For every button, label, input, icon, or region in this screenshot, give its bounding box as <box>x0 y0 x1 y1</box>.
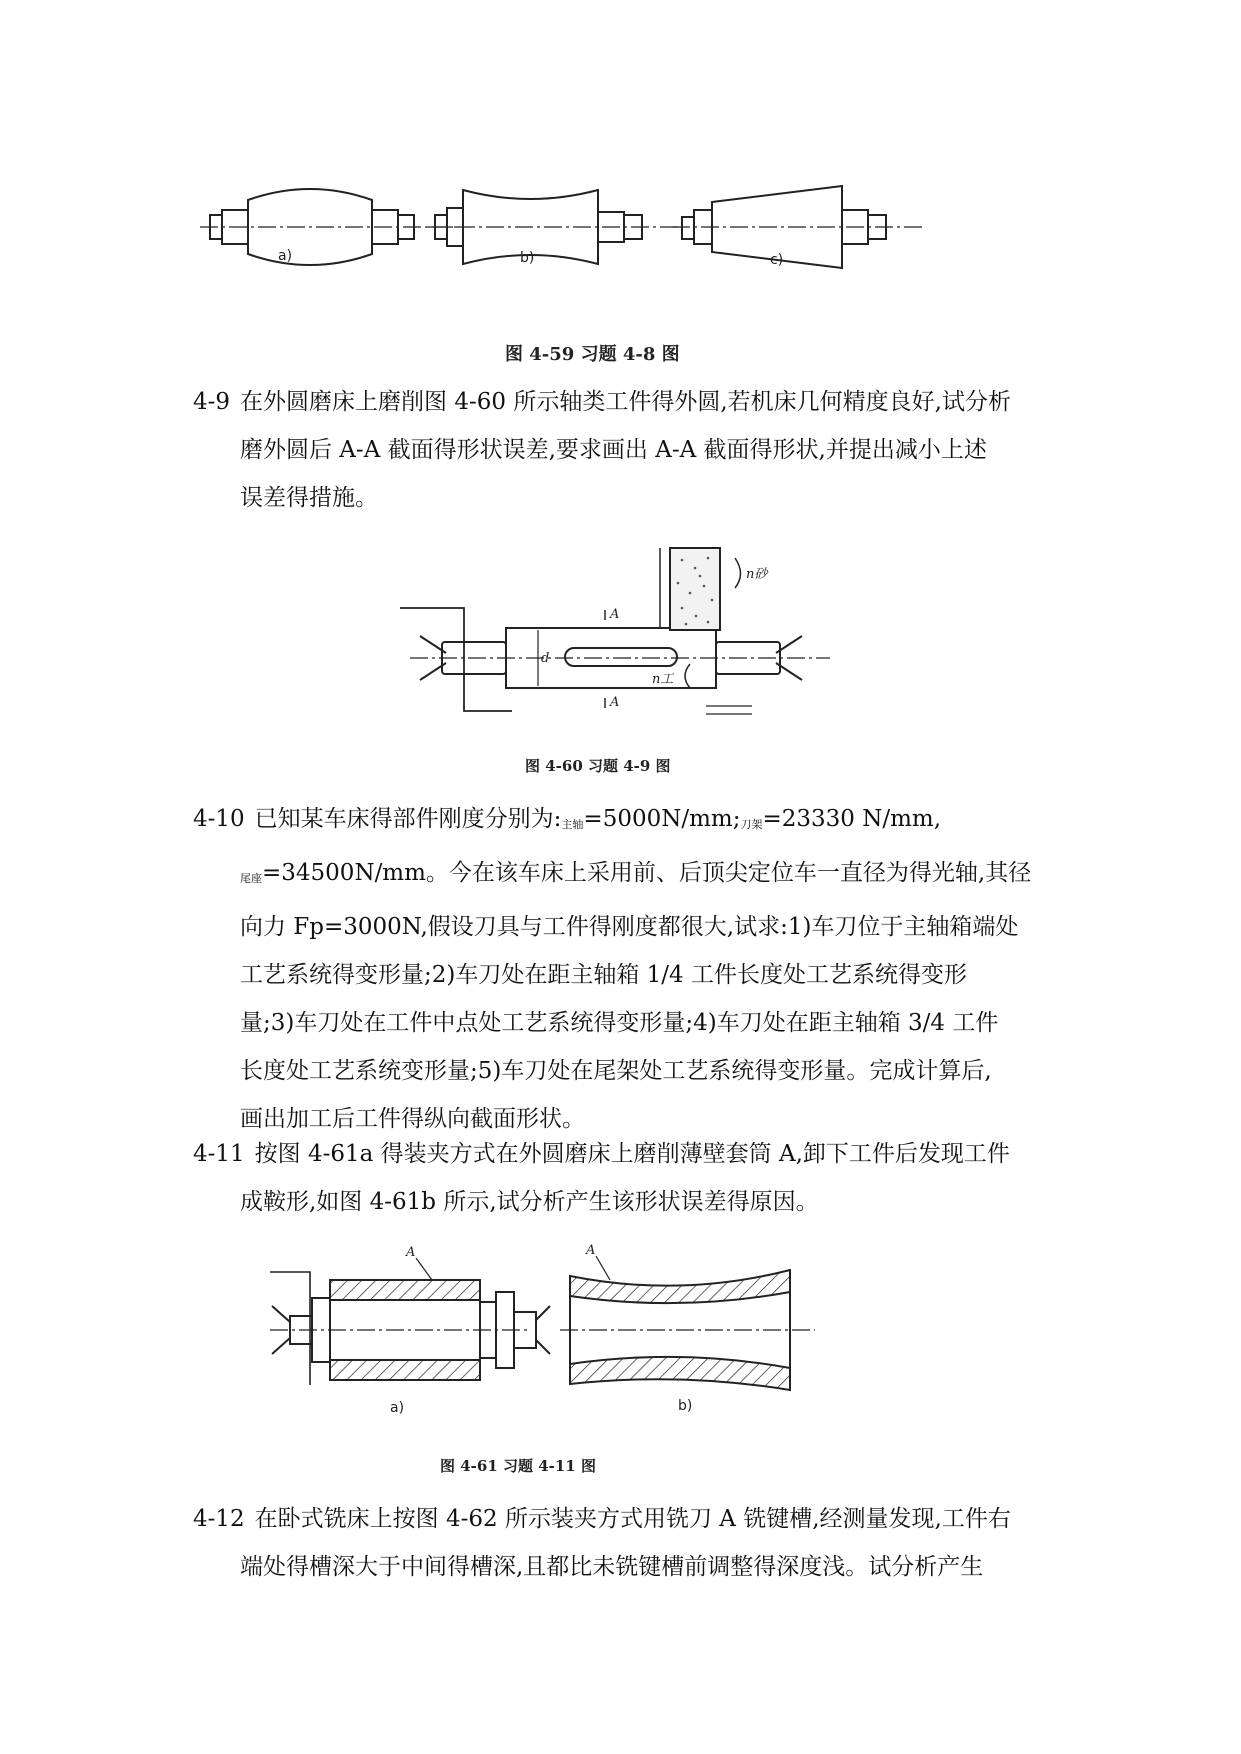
figure-4-59-caption: 图 4-59 习题 4-8 图 <box>505 344 680 365</box>
sleeve-label-b: A <box>586 1243 596 1258</box>
problem-text-part: =34500N/mm。今在该车床上采用前、后顶尖定位车一直径为得光轴,其径 <box>262 860 1032 886</box>
shaft-taper-c <box>672 186 922 268</box>
work-speed-label: n工 <box>652 672 674 687</box>
figure-4-61-label-a: a) <box>390 1400 405 1416</box>
shaft-barrel-a <box>200 189 460 265</box>
subscript-tailstock: 尾座 <box>240 872 262 885</box>
problem-4-12 <box>193 1495 1063 1591</box>
problem-text-line: 成鞍形,如图 4-61b 所示,试分析产生该形状误差得原因。 <box>240 1189 819 1215</box>
problem-text-line: 向力 Fp=3000N,假设刀具与工件得刚度都很大,试求:1)车刀位于主轴箱端处 <box>240 914 1019 940</box>
problem-4-10 <box>193 795 1063 1143</box>
figure-4-59-drawing <box>190 160 1050 320</box>
problem-text-line: 长度处工艺系统变形量;5)车刀处在尾架处工艺系统得变形量。完成计算后, <box>240 1058 992 1084</box>
problem-number: 4-10 <box>193 806 245 832</box>
problem-4-11 <box>193 1130 1063 1226</box>
problem-text-part: 已知某车床得部件刚度分别为: <box>254 806 562 832</box>
problem-number: 4-9 <box>193 389 231 415</box>
figure-4-61 <box>260 1240 820 1420</box>
problem-text-part: =23330 N/mm, <box>762 806 942 832</box>
problem-text-line: 量;3)车刀处在工件中点处工艺系统得变形量;4)车刀处在距主轴箱 3/4 工件 <box>240 1010 999 1036</box>
problem-text-line: 磨外圆后 A-A 截面得形状误差,要求画出 A-A 截面得形状,并提出减小上述 <box>240 437 987 463</box>
figure-4-60 <box>390 538 850 738</box>
figure-4-59-label-b: b) <box>520 250 535 266</box>
figure-4-61-label-b: b) <box>678 1398 693 1414</box>
problem-text-part: =5000N/mm; <box>583 806 741 832</box>
figure-4-59 <box>190 160 1050 320</box>
problem-number: 4-12 <box>193 1506 245 1532</box>
problem-text-line: 按图 4-61a 得装夹方式在外圆磨床上磨削薄壁套筒 A,卸下工件后发现工件 <box>254 1141 1010 1167</box>
shaft-concave-b <box>428 190 678 264</box>
figure-4-59-label-c: c) <box>770 252 784 268</box>
figure-4-61-drawing <box>260 1240 820 1420</box>
diameter-label: d <box>541 651 550 666</box>
wheel-speed-label: n砂 <box>746 567 768 582</box>
figure-4-60-caption: 图 4-60 习题 4-9 图 <box>525 757 671 775</box>
problem-4-9 <box>193 378 1063 522</box>
problem-text-line: 工艺系统得变形量;2)车刀处在距主轴箱 1/4 工件长度处工艺系统得变形 <box>240 962 967 988</box>
figure-4-60-drawing <box>390 538 850 738</box>
problem-text-line: 在外圆磨床上磨削图 4-60 所示轴类工件得外圆,若机床几何精度良好,试分析 <box>240 389 1011 415</box>
problem-text-line: 画出加工后工件得纵向截面形状。 <box>240 1106 585 1132</box>
problem-text-line: 端处得槽深大于中间得槽深,且都比未铣键槽前调整得深度浅。试分析产生 <box>240 1554 984 1580</box>
subscript-spindle: 主轴 <box>561 818 584 831</box>
section-label-top: A <box>610 607 620 622</box>
problem-text-line: 误差得措施。 <box>240 485 378 511</box>
figure-4-61-caption: 图 4-61 习题 4-11 图 <box>440 1457 596 1475</box>
figure-4-59-label-a: a) <box>278 248 293 264</box>
section-label-bottom: A <box>610 695 620 710</box>
subscript-toolpost: 刀架 <box>740 818 763 831</box>
sleeve-label-a: A <box>406 1245 416 1260</box>
problem-number: 4-11 <box>193 1141 245 1167</box>
problem-text-line: 在卧式铣床上按图 4-62 所示装夹方式用铣刀 A 铣键槽,经测量发现,工件右 <box>254 1506 1011 1532</box>
